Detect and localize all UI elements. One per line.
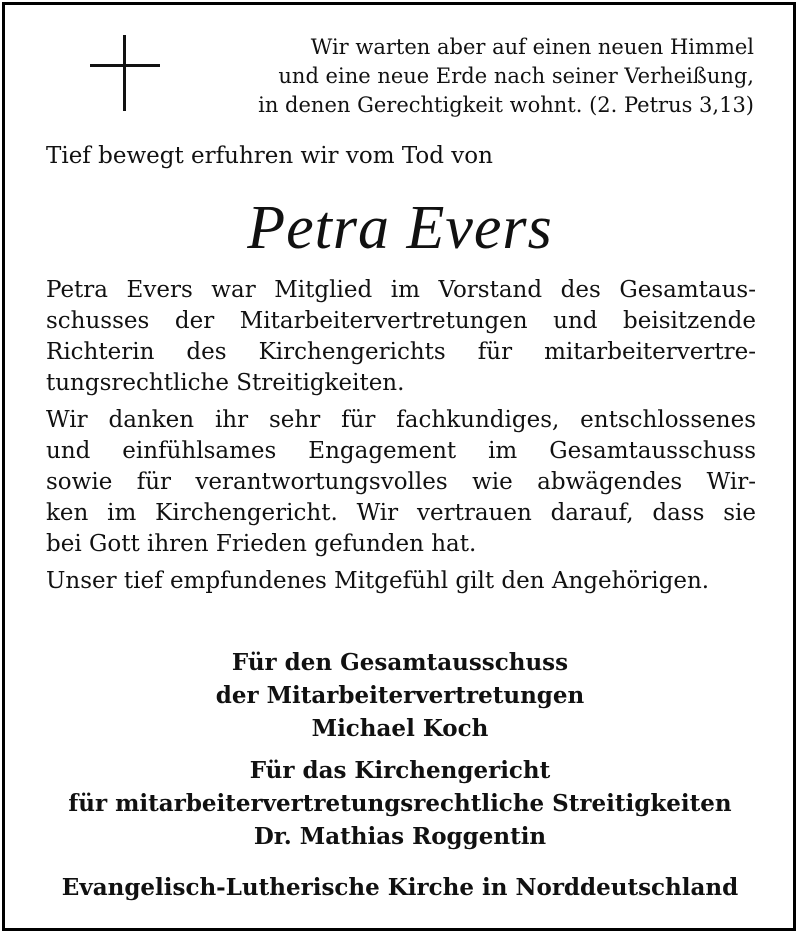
signatory-name: Michael Koch: [311, 715, 489, 742]
cross-horizontal-bar: [90, 64, 160, 67]
body-line: und einfühlsames Engagement im Gesamtausschuss: [46, 438, 756, 464]
intro-text: Tief bewegt erfuhren wir vom Tod von: [46, 143, 493, 169]
cross-vertical-bar: [123, 35, 126, 111]
signature-block-kirchengericht: [0, 754, 800, 853]
paragraph-gratitude: [46, 405, 756, 560]
signatory-name: Dr. Mathias Roggentin: [253, 823, 547, 850]
body-line: Petra Evers war Mitglied im Vorstand des Gesamtaus-: [46, 277, 756, 303]
paragraph-membership: [46, 275, 756, 399]
verse-line: Wir warten aber auf einen neuen Himmel: [310, 35, 754, 59]
signature-block-gesamtausschuss: [0, 646, 800, 745]
church-name: Evangelisch-Lutherische Kirche in Norddeutschland: [61, 874, 739, 901]
body-line: ken im Kirchengericht. Wir vertrauen darauf, dass sie: [46, 500, 756, 526]
verse-line: in denen Gerechtigkeit wohnt. (2. Petrus 3,13): [258, 93, 754, 117]
body-line: schusses der Mitarbeitervertretungen und beisitzende: [46, 308, 756, 334]
body-line: Unser tief empfundenes Mitgefühl gilt den Angehörigen.: [46, 568, 710, 594]
signature-line: der Mitarbeitervertretungen: [215, 682, 585, 709]
body-line: Wir danken ihr sehr für fachkundiges, entschlossenes: [46, 407, 756, 433]
body-line: tungsrechtliche Streitigkeiten.: [46, 370, 405, 396]
signature-line: für mitarbeitervertretungsrechtliche Streitigkeiten: [68, 790, 732, 817]
verse-line: und eine neue Erde nach seiner Verheißung,: [278, 64, 754, 88]
paragraph-condolence: [46, 566, 756, 597]
notice-body: [46, 275, 756, 603]
signature-line: Für das Kirchengericht: [249, 757, 551, 784]
deceased-name: Petra Evers: [247, 194, 553, 262]
body-line: bei Gott ihren Frieden gefunden hat.: [46, 531, 477, 557]
cross-icon: [90, 35, 160, 111]
bible-verse: [194, 33, 754, 120]
body-line: sowie für verantwortungsvolles wie abwägendes Wir-: [46, 469, 756, 495]
signature-line: Für den Gesamtausschuss: [231, 649, 569, 676]
body-line: Richterin des Kirchengerichts für mitarbeitervertre-: [46, 339, 756, 365]
